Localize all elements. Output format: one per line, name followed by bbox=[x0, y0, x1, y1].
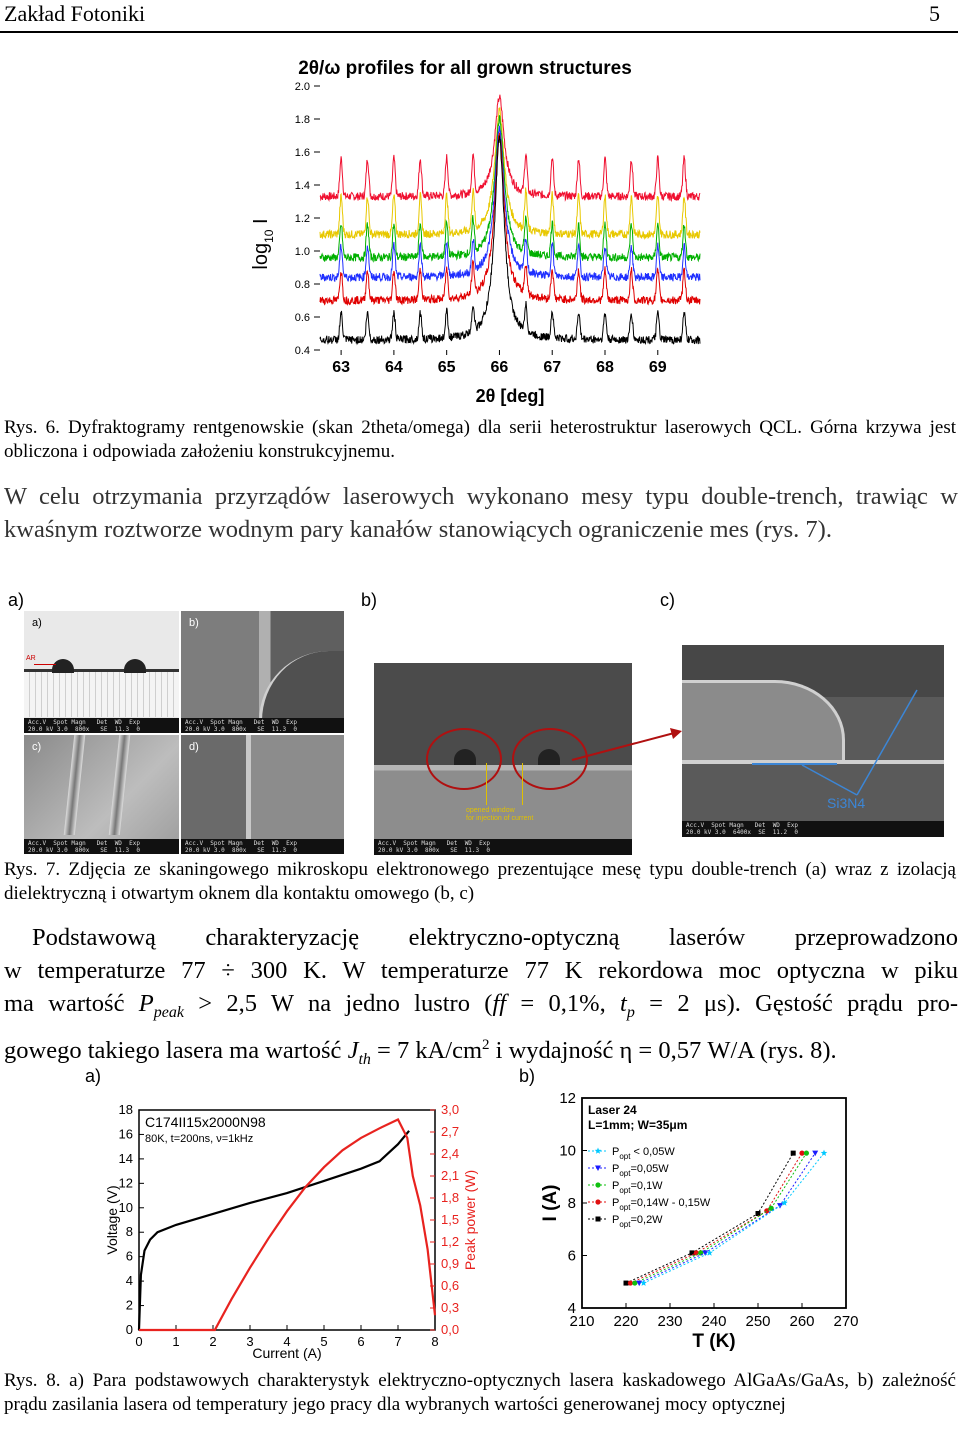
legend-label: $P_{opt} < 0,05W$ bbox=[612, 1146, 675, 1161]
x-tick-label: 0 bbox=[135, 1334, 143, 1349]
figure7-label-c: c) bbox=[660, 590, 675, 610]
highlight-circle-left bbox=[426, 728, 502, 790]
x-tick-label: 1 bbox=[172, 1334, 180, 1349]
y-tick-label: 1.0 bbox=[294, 246, 310, 258]
x-tick-label: 67 bbox=[543, 359, 562, 376]
y-right-tick-label: 2,1 bbox=[441, 1168, 460, 1183]
figure6-chart bbox=[215, 44, 715, 412]
x-tick-label: 6 bbox=[357, 1334, 365, 1349]
figure8a-chart bbox=[85, 1090, 485, 1362]
figure8-label-a: a) bbox=[85, 1066, 102, 1086]
y-tick-label: 2.0 bbox=[294, 81, 310, 93]
panel-label: a) bbox=[32, 617, 42, 629]
paragraph-line-4 bbox=[4, 1029, 958, 1076]
data-point bbox=[804, 1151, 809, 1156]
x-axis-label: Current (A) bbox=[252, 1345, 322, 1361]
y-left-tick-label: 0 bbox=[125, 1322, 133, 1337]
sem-info-bar: Acc.V Spot Magn Det WD Exp 20.0 kV 3.0 800x SE 11.3 0 bbox=[24, 718, 179, 733]
y-tick-label: 0.4 bbox=[294, 345, 310, 357]
si3n4-pointers bbox=[682, 645, 944, 837]
data-point bbox=[812, 1151, 818, 1157]
x-tick-label: 64 bbox=[384, 359, 403, 376]
surface-line bbox=[24, 669, 179, 672]
x-axis-label: T (K) bbox=[692, 1331, 736, 1352]
ar-arrow bbox=[34, 664, 56, 665]
legend-label: $P_{opt}=0,1W$ bbox=[612, 1180, 663, 1195]
substrate-band bbox=[24, 671, 179, 717]
y-left-tick-label: 8 bbox=[125, 1224, 133, 1240]
header-rule bbox=[0, 31, 958, 33]
paragraph-line-2: w temperaturze 77 ÷ 300 K. W temperaturze 77 K rekordowa moc optyczna w piku bbox=[4, 957, 958, 984]
text: i wydajność η = 0,57 W/A (rys. 8). bbox=[489, 1037, 837, 1065]
y-tick-label: 6 bbox=[567, 1247, 576, 1265]
mesa-bump-left bbox=[52, 659, 74, 673]
x-tick-label: 3 bbox=[246, 1334, 254, 1349]
x-tick-label: 8 bbox=[431, 1334, 439, 1349]
trench-right bbox=[109, 735, 131, 835]
text: > 2,5 W na jedno lustro ( bbox=[183, 990, 493, 1017]
figure6-caption: Rys. 6. Dyfraktogramy rentgenowskie (skan 2theta/omega) dla serii heterostruktur laserowych QCL. Górna krzywa jest obliczona i odpowiada założeniu konstrukcyjnemu. bbox=[4, 417, 956, 462]
y-tick-label: 1.8 bbox=[294, 114, 310, 126]
text: gowego takiego lasera ma wartość bbox=[4, 1037, 348, 1065]
paragraph-line-1: Podstawową charakteryzację elektryczno-optyczną laserów przeprowadzono bbox=[32, 924, 958, 951]
y-left-tick-label: 16 bbox=[118, 1126, 133, 1142]
data-point bbox=[706, 1249, 713, 1255]
y-right-tick-label: 0,9 bbox=[441, 1256, 460, 1271]
text: ma wartość bbox=[4, 990, 139, 1017]
page-number: 5 bbox=[929, 1, 940, 26]
series-line-4 bbox=[644, 1153, 824, 1283]
figure7-label-b: b) bbox=[361, 590, 378, 610]
legend-marker bbox=[595, 1199, 600, 1204]
symbol-t: t bbox=[620, 990, 627, 1017]
y-tick-label: 12 bbox=[559, 1092, 576, 1107]
y-tick-label: 4 bbox=[567, 1300, 576, 1317]
sem-info-bar: Acc.V Spot Magn Det WD Exp 20.0 kV 3.0 800x SE 11.3 0 bbox=[181, 718, 344, 733]
paragraph-characterization bbox=[4, 921, 958, 1076]
subscript-peak: peak bbox=[153, 1003, 184, 1021]
y-left-tick-label: 18 bbox=[118, 1102, 133, 1117]
y-right-tick-label: 3,0 bbox=[441, 1102, 460, 1117]
sem-info-bar: Acc.V Spot Magn Det WD Exp 20.0 kV 3.0 800x SE 11.3 0 bbox=[24, 839, 179, 854]
figure7a-montage bbox=[24, 611, 346, 854]
window-pointer-right bbox=[522, 763, 523, 805]
y-left-tick-label: 4 bbox=[125, 1273, 133, 1289]
text: = 7 kA/cm bbox=[370, 1037, 483, 1065]
y-right-tick-label: 2,4 bbox=[441, 1146, 460, 1161]
y-left-tick-label: 12 bbox=[118, 1175, 133, 1191]
mesa-curve bbox=[259, 651, 344, 721]
legend-marker bbox=[595, 1148, 602, 1154]
y-right-tick-label: 0,0 bbox=[441, 1322, 460, 1337]
x-tick-label: 240 bbox=[701, 1313, 727, 1330]
y-tick-label: 1.2 bbox=[294, 213, 310, 225]
sem-image-mesa-edge bbox=[181, 611, 344, 733]
y-left-axis-label: Voltage (V) bbox=[104, 1185, 120, 1255]
x-tick-label: 260 bbox=[789, 1313, 815, 1330]
data-point bbox=[756, 1211, 761, 1216]
text: = 2 μs). Gęstość prądu pro- bbox=[634, 990, 959, 1017]
y-tick-label: 10 bbox=[559, 1142, 576, 1160]
figure8-caption: Rys. 8. a) Para podstawowych charakterystyk elektryczno-optycznych lasera kaskadowego AlGaAs/GaAs, b) zależność prądu zasilania lasera od temperatury jego pracy dla wybranych wartości generowanej mocy optycznej bbox=[4, 1370, 956, 1415]
y-tick-label: 0.6 bbox=[294, 312, 310, 324]
opened-window-label: opened window for injection of current bbox=[466, 807, 534, 822]
superscript-2: 2 bbox=[482, 1036, 490, 1053]
symbol-ff: ff bbox=[492, 990, 507, 1017]
figure7c-sem-image bbox=[682, 645, 944, 837]
data-point bbox=[624, 1281, 629, 1286]
figure8-label-b: b) bbox=[519, 1066, 536, 1086]
legend-label: $P_{opt}=0,2W$ bbox=[612, 1214, 663, 1229]
sem-image-sidewall bbox=[181, 735, 344, 854]
x-tick-label: 65 bbox=[437, 359, 456, 376]
figure8b-chart bbox=[530, 1092, 870, 1358]
paragraph-double-trench: W celu otrzymania przyrządów laserowych wykonano mesy typu double-trench, trawiąc w kwaśnym roztworze wodnym pary kanałów stanowiących ograniczenie mes (rys. 7). bbox=[4, 483, 958, 543]
y-tick-label: 8 bbox=[567, 1195, 576, 1212]
y-right-tick-label: 0,6 bbox=[441, 1278, 460, 1293]
sem-info-bar: Acc.V Spot Magn Det WD Exp 20.0 kV 3.0 6400x SE 11.2 0 bbox=[682, 821, 944, 837]
chart-subtitle: 80K, t=200ns, ν=1kHz bbox=[145, 1133, 254, 1145]
sem-info-bar: Acc.V Spot Magn Det WD Exp 20.0 kV 3.0 800x SE 11.3 0 bbox=[374, 839, 632, 855]
sem-image-mesa-overview bbox=[24, 611, 179, 733]
trench-left bbox=[64, 735, 86, 835]
legend-label: $P_{opt}=0,05W$ bbox=[612, 1163, 669, 1178]
symbol-p: P bbox=[138, 990, 154, 1017]
sem-info-bar: Acc.V Spot Magn Det WD Exp 20.0 kV 3.0 800x SE 11.3 0 bbox=[181, 839, 344, 854]
ar-label: AR bbox=[26, 655, 36, 662]
x-tick-label: 270 bbox=[833, 1313, 859, 1330]
data-point bbox=[640, 1280, 647, 1286]
x-tick-label: 68 bbox=[596, 359, 614, 376]
data-point bbox=[791, 1151, 796, 1156]
arrow-b-to-c bbox=[570, 725, 690, 765]
text: = 0,1%, bbox=[506, 990, 621, 1017]
figure7-label-a: a) bbox=[8, 590, 25, 610]
x-tick-label: 69 bbox=[648, 359, 667, 376]
x-tick-label: 7 bbox=[394, 1334, 402, 1349]
y-left-tick-label: 14 bbox=[118, 1150, 133, 1166]
y-right-tick-label: 2,7 bbox=[441, 1124, 460, 1139]
legend-label: $P_{opt}=0,14W - 0,15W$ bbox=[612, 1197, 711, 1212]
y-right-tick-label: 1,2 bbox=[441, 1234, 460, 1249]
x-tick-label: 66 bbox=[490, 359, 509, 376]
legend-marker bbox=[596, 1217, 601, 1222]
x-tick-label: 2 bbox=[209, 1334, 217, 1349]
subscript-p: p bbox=[626, 1003, 635, 1021]
y-left-tick-label: 6 bbox=[125, 1248, 133, 1264]
y-right-tick-label: 1,5 bbox=[441, 1212, 460, 1227]
y-tick-label: 1.4 bbox=[294, 180, 310, 192]
chart-title: Laser 24 bbox=[588, 1103, 637, 1117]
x-tick-label: 210 bbox=[569, 1313, 595, 1330]
x-tick-label: 250 bbox=[745, 1313, 771, 1330]
symbol-j: J bbox=[347, 1037, 359, 1065]
x-tick-label: 230 bbox=[657, 1313, 683, 1330]
y-right-axis-label: Peak power (W) bbox=[462, 1169, 478, 1271]
y-tick-label: 0.8 bbox=[294, 279, 310, 291]
y-right-tick-label: 1,8 bbox=[441, 1190, 460, 1205]
y-left-tick-label: 10 bbox=[118, 1199, 133, 1215]
x-axis-label: 2θ [deg] bbox=[475, 386, 545, 406]
y-left-tick-label: 2 bbox=[125, 1297, 133, 1313]
y-axis-label: $\log_{10} I$ bbox=[250, 218, 276, 270]
panel-label: c) bbox=[32, 741, 42, 753]
chart-title: C174II15x2000N98 bbox=[145, 1114, 266, 1130]
y-tick-label: 1.6 bbox=[294, 147, 310, 159]
page-header bbox=[0, 0, 960, 34]
si3n4-label: Si3N4 bbox=[827, 795, 866, 811]
window-pointer-left bbox=[486, 763, 487, 805]
header-title: Zakład Fotoniki bbox=[4, 1, 146, 26]
chart-subtitle: L=1mm; W=35μm bbox=[588, 1118, 688, 1132]
y-axis-label: I (A) bbox=[540, 1184, 561, 1222]
legend-marker bbox=[595, 1182, 600, 1187]
paragraph-line-3 bbox=[4, 987, 958, 1029]
data-point bbox=[821, 1150, 828, 1156]
figure7-caption: Rys. 7. Zdjęcia ze skaningowego mikroskopu elektronowego prezentujące mesę typu double-trench (a) wraz z izolacją dielektryczną i otwartym oknem dla kontaktu omowego (b, c) bbox=[4, 859, 956, 904]
sem-image-trenches bbox=[24, 735, 179, 854]
panel-label: d) bbox=[189, 741, 199, 753]
x-tick-label: 63 bbox=[332, 359, 351, 376]
chart-title: 2θ/ω profiles for all grown structures bbox=[298, 58, 632, 79]
panel-label: b) bbox=[189, 617, 199, 629]
x-tick-label: 220 bbox=[613, 1313, 639, 1330]
mesa-bump-right bbox=[124, 659, 146, 673]
y-right-tick-label: 0,3 bbox=[441, 1300, 460, 1315]
x-tick-label: 5 bbox=[320, 1334, 328, 1349]
subscript-th: th bbox=[358, 1050, 371, 1068]
x-tick-label: 4 bbox=[283, 1334, 291, 1349]
